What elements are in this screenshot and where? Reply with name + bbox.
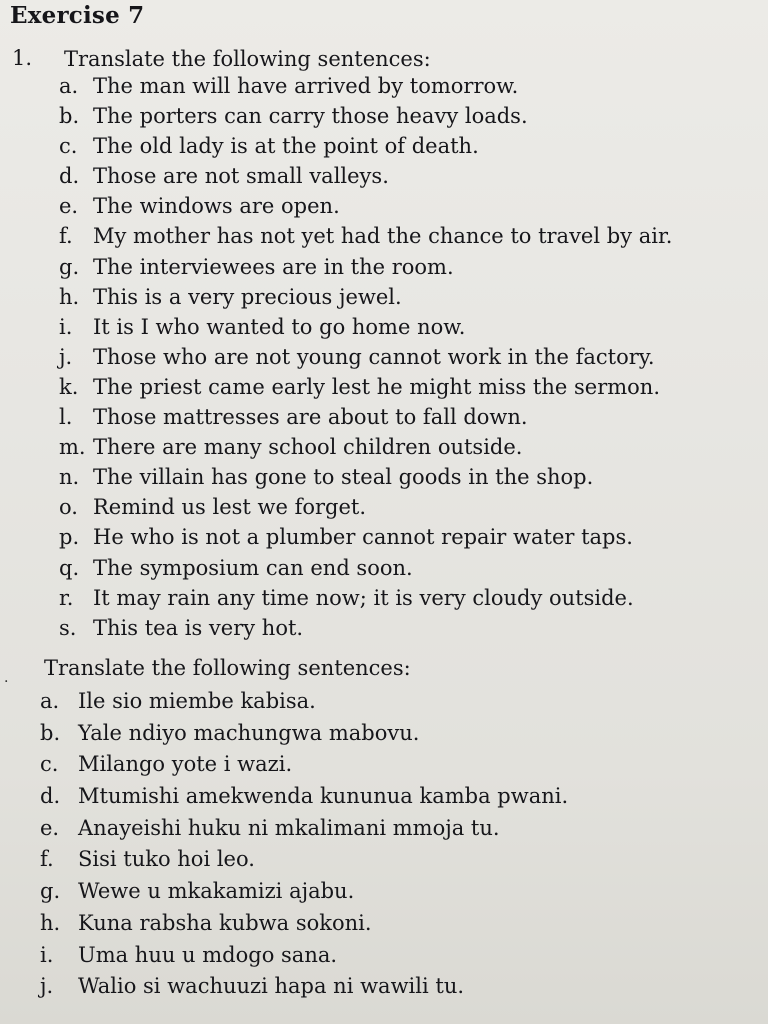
sentence-text: Those are not small valleys. <box>93 164 389 189</box>
sentence-item <box>59 375 672 405</box>
sentence-text: Mtumishi amekwenda kununua kamba pwani. <box>78 784 569 809</box>
sentence-text: My mother has not yet had the chance to travel by air. <box>93 224 673 249</box>
sentence-item <box>40 689 568 721</box>
question-2-number: . <box>4 670 9 686</box>
sentence-item <box>40 752 568 784</box>
sentence-item <box>59 315 672 345</box>
sentence-item <box>40 911 568 943</box>
sentence-item <box>59 224 672 254</box>
sentence-text: This tea is very hot. <box>93 615 304 640</box>
sentence-marker: j. <box>40 974 54 999</box>
sentence-item <box>40 847 568 879</box>
exercise-title: Exercise 7 <box>10 2 145 29</box>
sentence-marker: p. <box>59 525 80 550</box>
sentence-text: There are many school children outside. <box>93 435 523 460</box>
sentence-text: The interviewees are in the room. <box>93 254 454 279</box>
sentence-item <box>59 616 672 646</box>
sentence-text: The symposium can end soon. <box>93 555 413 580</box>
sentence-marker: d. <box>59 164 80 189</box>
sentence-item <box>59 405 672 435</box>
sentence-text: This is a very precious jewel. <box>93 284 402 309</box>
sentence-marker: k. <box>59 374 79 399</box>
sentence-marker: e. <box>40 815 60 840</box>
sentence-item <box>59 435 672 465</box>
sentence-marker: r. <box>59 585 74 610</box>
sentence-marker: n. <box>59 465 80 490</box>
sentence-text: Anayeishi huku ni mkalimani mmoja tu. <box>78 815 500 840</box>
sentence-text: The villain has gone to steal goods in the shop. <box>93 465 594 490</box>
sentence-item <box>40 943 568 975</box>
sentence-item <box>40 816 568 848</box>
sentence-marker: d. <box>40 784 61 809</box>
sentence-text: Kuna rabsha kubwa sokoni. <box>78 910 372 935</box>
sentence-item <box>40 721 568 753</box>
sentence-text: The man will have arrived by tomorrow. <box>93 74 519 98</box>
sentence-marker: l. <box>59 405 73 430</box>
sentence-text: It is I who wanted to go home now. <box>93 314 466 339</box>
sentence-marker: c. <box>40 752 59 777</box>
sentence-item <box>59 285 672 315</box>
sentence-item <box>40 879 568 911</box>
sentence-text: He who is not a plumber cannot repair water taps. <box>93 525 633 550</box>
sentence-item <box>40 784 568 816</box>
sentence-text: Wewe u mkakamizi ajabu. <box>78 879 355 904</box>
question-2-sentence-list <box>40 689 568 1006</box>
sentence-item <box>59 255 672 285</box>
sentence-marker: i. <box>40 942 54 967</box>
sentence-text: Walio si wachuuzi hapa ni wawili tu. <box>78 974 465 999</box>
question-1-sentence-list <box>59 74 672 646</box>
sentence-item <box>59 194 672 224</box>
sentence-text: Remind us lest we forget. <box>93 495 367 520</box>
sentence-text: The windows are open. <box>93 194 340 219</box>
sentence-text: The porters can carry those heavy loads. <box>93 104 528 129</box>
sentence-marker: i. <box>59 314 73 339</box>
sentence-marker: a. <box>59 74 79 98</box>
question-1-instruction: Translate the following sentences: <box>64 47 431 71</box>
sentence-item <box>59 74 672 104</box>
sentence-item <box>59 465 672 495</box>
sentence-item <box>59 345 672 375</box>
sentence-text: Sisi tuko hoi leo. <box>78 847 255 872</box>
sentence-text: Uma huu u mdogo sana. <box>78 942 338 967</box>
sentence-item <box>59 556 672 586</box>
sentence-item <box>59 164 672 194</box>
sentence-marker: g. <box>40 879 61 904</box>
sentence-marker: m. <box>59 435 86 460</box>
sentence-text: Ile sio miembe kabisa. <box>78 689 316 713</box>
sentence-text: The priest came early lest he might miss the sermon. <box>93 374 660 399</box>
sentence-item <box>59 495 672 525</box>
sentence-marker: h. <box>59 284 80 309</box>
sentence-item <box>59 104 672 134</box>
sentence-item <box>40 974 568 1006</box>
sentence-marker: a. <box>40 689 60 713</box>
sentence-item <box>59 586 672 616</box>
sentence-marker: g. <box>59 254 80 279</box>
sentence-item <box>59 134 672 164</box>
question-1-number: 1. <box>12 46 33 70</box>
sentence-marker: s. <box>59 615 77 640</box>
sentence-text: The old lady is at the point of death. <box>93 134 479 159</box>
sentence-marker: q. <box>59 555 80 580</box>
sentence-marker: e. <box>59 194 79 219</box>
sentence-marker: o. <box>59 495 78 520</box>
sentence-marker: c. <box>59 134 78 159</box>
sentence-marker: f. <box>40 847 54 872</box>
sentence-marker: j. <box>59 344 73 369</box>
sentence-text: Yale ndiyo machungwa mabovu. <box>78 720 420 745</box>
sentence-text: Those mattresses are about to fall down. <box>93 405 528 430</box>
sentence-text: Milango yote i wazi. <box>78 752 293 777</box>
sentence-item <box>59 525 672 555</box>
question-2-instruction: Translate the following sentences: <box>44 656 411 680</box>
sentence-marker: f. <box>59 224 73 249</box>
sentence-marker: b. <box>40 720 61 745</box>
sentence-marker: h. <box>40 910 61 935</box>
sentence-marker: b. <box>59 104 80 129</box>
sentence-text: Those who are not young cannot work in the factory. <box>93 344 655 369</box>
sentence-text: It may rain any time now; it is very cloudy outside. <box>93 585 634 610</box>
